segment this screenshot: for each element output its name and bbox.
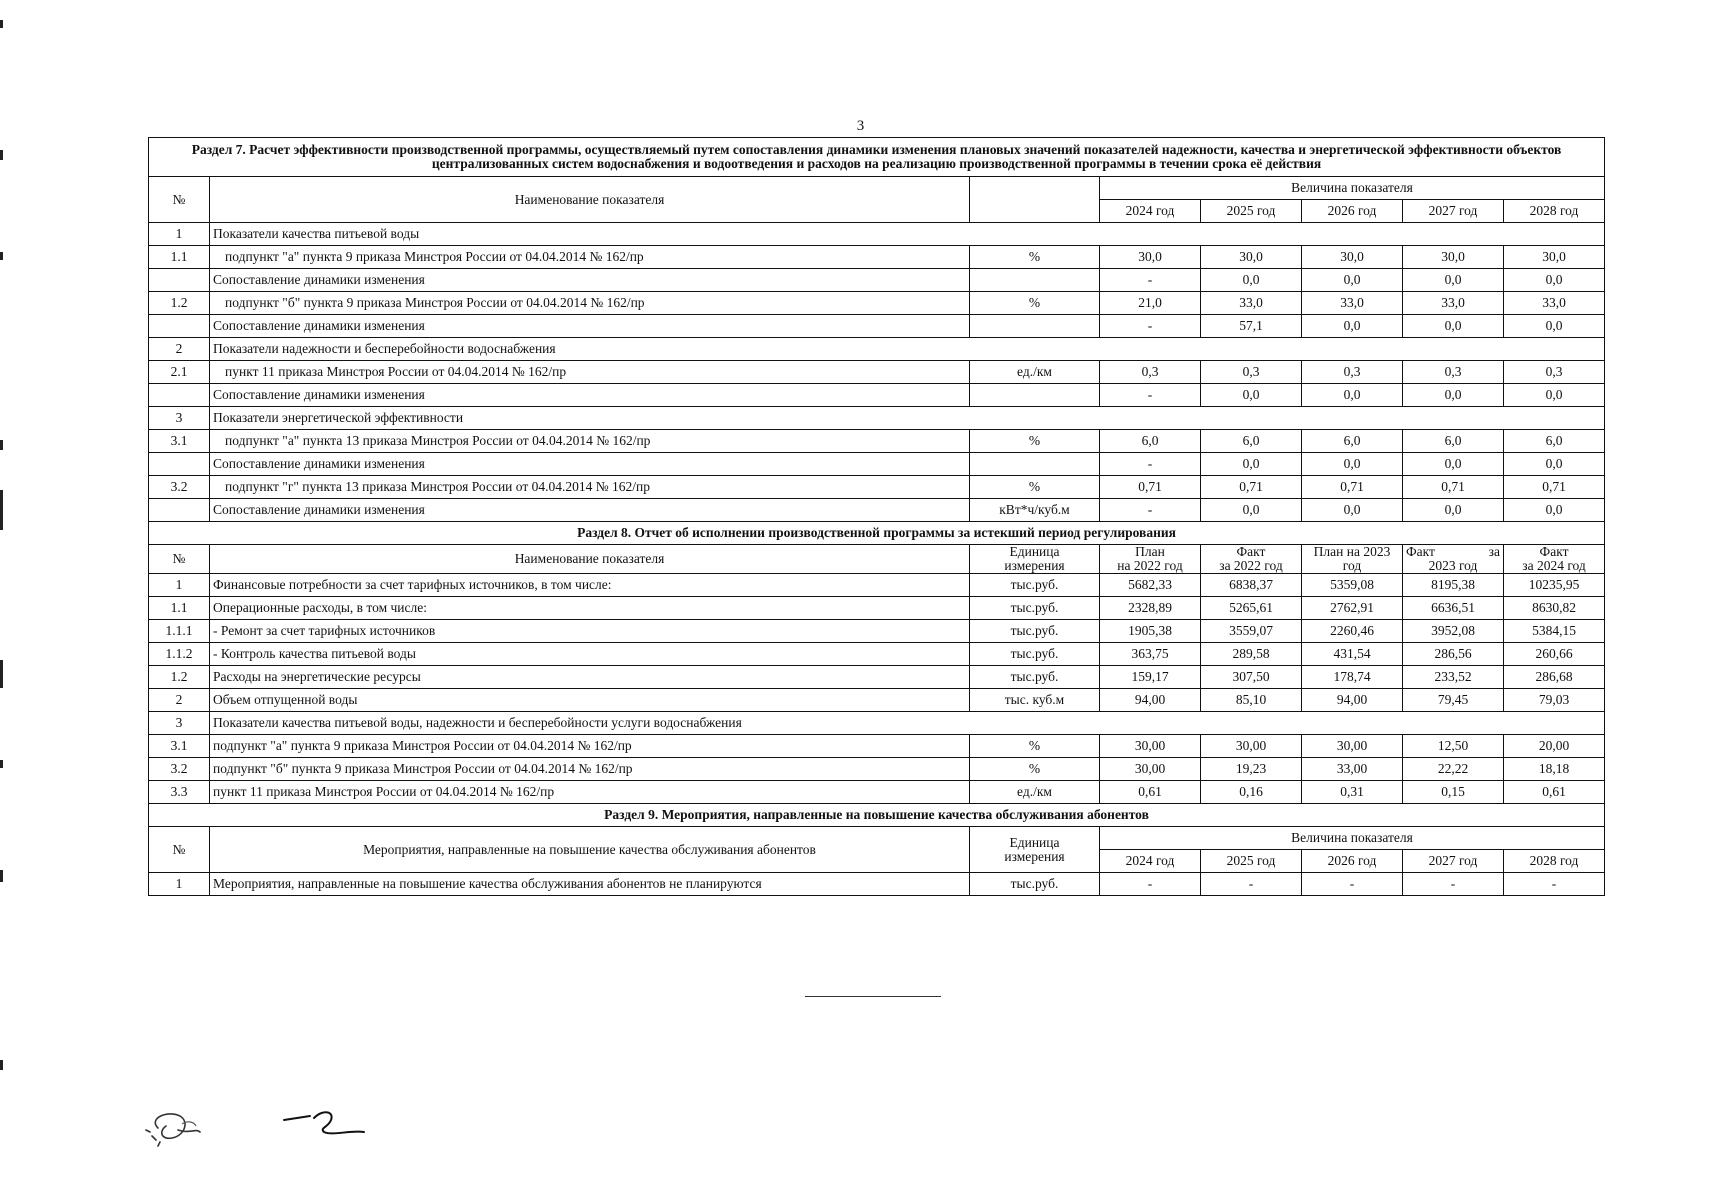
section9-header-row xyxy=(149,827,1605,850)
row-number: 2.1 xyxy=(149,361,210,384)
section8-title: Раздел 8. Отчет об исполнении производственной программы за истекший период регулирования xyxy=(149,522,1605,545)
indicator-name: Сопоставление динамики изменения xyxy=(210,384,970,407)
value-cell: 0,71 xyxy=(1403,476,1504,499)
value-cell: 159,17 xyxy=(1100,666,1201,689)
indicator-name: Объем отпущенной воды xyxy=(210,689,970,712)
value-cell: 0,0 xyxy=(1302,384,1403,407)
value-cell: 286,68 xyxy=(1504,666,1605,689)
value-cell: 6,0 xyxy=(1403,430,1504,453)
row-number: 1.1.1 xyxy=(149,620,210,643)
col-plan-2023-header xyxy=(1302,545,1403,574)
value-cell: 5384,15 xyxy=(1504,620,1605,643)
row-number: 3.1 xyxy=(149,430,210,453)
value-cell: 30,0 xyxy=(1504,246,1605,269)
value-cell: - xyxy=(1403,873,1504,896)
col-number-header: № xyxy=(149,545,210,574)
header-line-split xyxy=(1406,545,1500,559)
year-header: 2024 год xyxy=(1100,850,1201,873)
value-cell: 0,0 xyxy=(1302,453,1403,476)
value-cell: 178,74 xyxy=(1302,666,1403,689)
value-cell: 18,18 xyxy=(1504,758,1605,781)
header-line: измерения xyxy=(1004,848,1065,864)
value-cell: 307,50 xyxy=(1201,666,1302,689)
value-cell: 22,22 xyxy=(1403,758,1504,781)
value-cell: 431,54 xyxy=(1302,643,1403,666)
section8-row xyxy=(149,597,1605,620)
row-number: 1.1 xyxy=(149,246,210,269)
page-number: 3 xyxy=(856,118,865,134)
col-name-header: Мероприятия, направленные на повышение качества обслуживания абонентов xyxy=(210,827,970,873)
col-values-header: Величина показателя xyxy=(1100,177,1605,200)
section7-row xyxy=(149,292,1605,315)
value-cell: 0,71 xyxy=(1201,476,1302,499)
section8-row xyxy=(149,620,1605,643)
section7-row xyxy=(149,338,1605,361)
value-cell: 21,0 xyxy=(1100,292,1201,315)
section8-row xyxy=(149,689,1605,712)
value-cell: 0,3 xyxy=(1100,361,1201,384)
row-number: 3.1 xyxy=(149,735,210,758)
section7-row xyxy=(149,476,1605,499)
value-cell: 0,61 xyxy=(1100,781,1201,804)
section8-row xyxy=(149,735,1605,758)
header-line: за 2024 год xyxy=(1522,558,1586,573)
value-cell: 12,50 xyxy=(1403,735,1504,758)
value-cell: 33,0 xyxy=(1504,292,1605,315)
section8-row xyxy=(149,666,1605,689)
indicator-name: Сопоставление динамики изменения xyxy=(210,453,970,476)
value-cell: 30,0 xyxy=(1302,246,1403,269)
row-number: 1 xyxy=(149,873,210,896)
group-label: Показатели качества питьевой воды xyxy=(210,223,1605,246)
value-cell: 0,0 xyxy=(1201,384,1302,407)
indicator-name: подпункт "б" пункта 9 приказа Минстроя России от 04.04.2014 № 162/пр xyxy=(210,292,970,315)
row-number xyxy=(149,269,210,292)
year-header: 2025 год xyxy=(1201,850,1302,873)
value-cell: - xyxy=(1201,873,1302,896)
header-line: за 2022 год xyxy=(1219,558,1283,573)
year-header: 2027 год xyxy=(1403,850,1504,873)
year-header: 2026 год xyxy=(1302,200,1403,223)
unit-cell xyxy=(970,315,1100,338)
value-cell: 0,3 xyxy=(1403,361,1504,384)
header-line: План xyxy=(1135,544,1165,559)
section7-row xyxy=(149,269,1605,292)
row-number: 2 xyxy=(149,338,210,361)
value-cell: 0,71 xyxy=(1504,476,1605,499)
row-number: 2 xyxy=(149,689,210,712)
end-rule xyxy=(805,996,941,997)
unit-cell: кВт*ч/куб.м xyxy=(970,499,1100,522)
header-line: Единица xyxy=(1009,834,1060,850)
value-cell: 233,52 xyxy=(1403,666,1504,689)
indicator-name: пункт 11 приказа Минстроя России от 04.04.2014 № 162/пр xyxy=(210,781,970,804)
value-cell: 6,0 xyxy=(1302,430,1403,453)
header-line: на 2022 год xyxy=(1117,558,1183,573)
value-cell: 19,23 xyxy=(1201,758,1302,781)
value-cell: 286,56 xyxy=(1403,643,1504,666)
indicator-name: подпункт "а" пункта 9 приказа Минстроя России от 04.04.2014 № 162/пр xyxy=(210,735,970,758)
year-header: 2025 год xyxy=(1201,200,1302,223)
value-cell: - xyxy=(1100,315,1201,338)
value-cell: 289,58 xyxy=(1201,643,1302,666)
section9-title: Раздел 9. Мероприятия, направленные на повышение качества обслуживания абонентов xyxy=(149,804,1605,827)
value-cell: 33,00 xyxy=(1302,758,1403,781)
indicator-name: - Ремонт за счет тарифных источников xyxy=(210,620,970,643)
unit-cell xyxy=(970,269,1100,292)
value-cell: 2260,46 xyxy=(1302,620,1403,643)
section9-row xyxy=(149,873,1605,896)
indicator-name: Мероприятия, направленные на повышение качества обслуживания абонентов не планируются xyxy=(210,873,970,896)
col-plan-2022-header xyxy=(1100,545,1201,574)
row-number: 3 xyxy=(149,712,210,735)
value-cell: 0,16 xyxy=(1201,781,1302,804)
group-label: Показатели качества питьевой воды, надежности и бесперебойности услуги водоснабжения xyxy=(210,712,1605,735)
value-cell: 30,00 xyxy=(1100,758,1201,781)
indicator-name: подпункт "г" пункта 13 приказа Минстроя России от 04.04.2014 № 162/пр xyxy=(210,476,970,499)
unit-cell: тыс.руб. xyxy=(970,597,1100,620)
section8-row xyxy=(149,758,1605,781)
section7-title: Раздел 7. Расчет эффективности производственной программы, осуществляемый путем сопоставления динамики изменения плановых значений показателей надежности, качества и энергетической эффективности объектов централизованных систем водоснабжения и водоотведения и расходов на реализацию производственной программы в течении срока её действия xyxy=(149,138,1605,177)
value-cell: 0,31 xyxy=(1302,781,1403,804)
col-unit-header xyxy=(970,545,1100,574)
section7-row xyxy=(149,453,1605,476)
value-cell: 0,3 xyxy=(1201,361,1302,384)
year-header: 2028 год xyxy=(1504,200,1605,223)
row-number: 3.3 xyxy=(149,781,210,804)
value-cell: 10235,95 xyxy=(1504,574,1605,597)
row-number: 3 xyxy=(149,407,210,430)
signature xyxy=(280,1098,390,1148)
value-cell: 57,1 xyxy=(1201,315,1302,338)
value-cell: 0,3 xyxy=(1302,361,1403,384)
header-line: Факт xyxy=(1539,544,1569,559)
header-line: измерения xyxy=(1004,558,1065,573)
value-cell: - xyxy=(1100,269,1201,292)
col-number-header: № xyxy=(149,177,210,223)
value-cell: 0,0 xyxy=(1403,269,1504,292)
group-label: Показатели надежности и бесперебойности водоснабжения xyxy=(210,338,1605,361)
indicator-name: Операционные расходы, в том числе: xyxy=(210,597,970,620)
col-name-header: Наименование показателя xyxy=(210,177,970,223)
section8-row xyxy=(149,574,1605,597)
value-cell: 0,0 xyxy=(1403,453,1504,476)
row-number: 1 xyxy=(149,574,210,597)
value-cell: - xyxy=(1100,499,1201,522)
unit-cell: % xyxy=(970,758,1100,781)
value-cell: 0,0 xyxy=(1302,499,1403,522)
value-cell: 0,0 xyxy=(1504,499,1605,522)
value-cell: 0,0 xyxy=(1302,269,1403,292)
indicator-name: - Контроль качества питьевой воды xyxy=(210,643,970,666)
value-cell: 0,3 xyxy=(1504,361,1605,384)
col-unit-header xyxy=(970,177,1100,223)
value-cell: 30,0 xyxy=(1201,246,1302,269)
col-number-header: № xyxy=(149,827,210,873)
indicator-name: Сопоставление динамики изменения xyxy=(210,499,970,522)
section7-row xyxy=(149,499,1605,522)
value-cell: 79,03 xyxy=(1504,689,1605,712)
value-cell: 5359,08 xyxy=(1302,574,1403,597)
section7-row xyxy=(149,384,1605,407)
unit-cell: ед./км xyxy=(970,781,1100,804)
unit-cell xyxy=(970,453,1100,476)
unit-cell: ед./км xyxy=(970,361,1100,384)
row-number: 1 xyxy=(149,223,210,246)
value-cell: 0,0 xyxy=(1201,499,1302,522)
value-cell: 94,00 xyxy=(1302,689,1403,712)
unit-cell: тыс. куб.м xyxy=(970,689,1100,712)
value-cell: - xyxy=(1504,873,1605,896)
year-header: 2026 год xyxy=(1302,850,1403,873)
header-line: План на 2023 xyxy=(1313,544,1391,559)
value-cell: 1905,38 xyxy=(1100,620,1201,643)
section7-row xyxy=(149,223,1605,246)
row-number: 1.1 xyxy=(149,597,210,620)
value-cell: 0,0 xyxy=(1504,269,1605,292)
col-fact-2023-header xyxy=(1403,545,1504,574)
col-fact-2022-header xyxy=(1201,545,1302,574)
value-cell: - xyxy=(1100,873,1201,896)
unit-cell: % xyxy=(970,430,1100,453)
row-number: 1.2 xyxy=(149,292,210,315)
value-cell: 0,61 xyxy=(1504,781,1605,804)
col-unit-header xyxy=(970,827,1100,873)
section7-row xyxy=(149,246,1605,269)
value-cell: 30,00 xyxy=(1302,735,1403,758)
row-number xyxy=(149,384,210,407)
col-values-header: Величина показателя xyxy=(1100,827,1605,850)
value-cell: - xyxy=(1302,873,1403,896)
section8-row xyxy=(149,643,1605,666)
indicator-name: Финансовые потребности за счет тарифных источников, в том числе: xyxy=(210,574,970,597)
value-cell: 30,00 xyxy=(1100,735,1201,758)
value-cell: - xyxy=(1100,453,1201,476)
section8-header-row xyxy=(149,545,1605,574)
row-number xyxy=(149,499,210,522)
unit-cell: тыс.руб. xyxy=(970,873,1100,896)
row-number: 1.1.2 xyxy=(149,643,210,666)
value-cell: 3952,08 xyxy=(1403,620,1504,643)
value-cell: 30,0 xyxy=(1100,246,1201,269)
value-cell: 6838,37 xyxy=(1201,574,1302,597)
indicator-name: подпункт "а" пункта 13 приказа Минстроя России от 04.04.2014 № 162/пр xyxy=(210,430,970,453)
row-number xyxy=(149,453,210,476)
value-cell: 260,66 xyxy=(1504,643,1605,666)
unit-cell: % xyxy=(970,292,1100,315)
value-cell: 0,0 xyxy=(1201,453,1302,476)
unit-cell: тыс.руб. xyxy=(970,666,1100,689)
header-line: Единица xyxy=(1009,544,1060,559)
value-cell: 94,00 xyxy=(1100,689,1201,712)
unit-cell: тыс.руб. xyxy=(970,574,1100,597)
value-cell: 79,45 xyxy=(1403,689,1504,712)
section7-row xyxy=(149,315,1605,338)
row-number xyxy=(149,315,210,338)
value-cell: 0,0 xyxy=(1504,384,1605,407)
section7-row xyxy=(149,430,1605,453)
scan-left-edge-marks xyxy=(0,0,3,1200)
indicator-name: Расходы на энергетические ресурсы xyxy=(210,666,970,689)
value-cell: 8195,38 xyxy=(1403,574,1504,597)
value-cell: 0,0 xyxy=(1403,499,1504,522)
section7-title-row xyxy=(149,138,1605,177)
value-cell: 0,0 xyxy=(1201,269,1302,292)
unit-cell xyxy=(970,384,1100,407)
section8-row xyxy=(149,781,1605,804)
value-cell: 2762,91 xyxy=(1302,597,1403,620)
value-cell: 5265,61 xyxy=(1201,597,1302,620)
value-cell: 2328,89 xyxy=(1100,597,1201,620)
value-cell: 0,0 xyxy=(1302,315,1403,338)
value-cell: 0,71 xyxy=(1302,476,1403,499)
row-number: 3.2 xyxy=(149,476,210,499)
year-header: 2024 год xyxy=(1100,200,1201,223)
year-header: 2027 год xyxy=(1403,200,1504,223)
section8-title-row xyxy=(149,522,1605,545)
value-cell: 6636,51 xyxy=(1403,597,1504,620)
header-line: Факт xyxy=(1236,544,1266,559)
value-cell: 8630,82 xyxy=(1504,597,1605,620)
value-cell: 6,0 xyxy=(1504,430,1605,453)
unit-cell: % xyxy=(970,476,1100,499)
row-number: 1.2 xyxy=(149,666,210,689)
unit-cell: % xyxy=(970,246,1100,269)
section8-row xyxy=(149,712,1605,735)
group-label: Показатели энергетической эффективности xyxy=(210,407,1605,430)
indicator-name: Сопоставление динамики изменения xyxy=(210,315,970,338)
value-cell: 0,0 xyxy=(1403,384,1504,407)
value-cell: 0,0 xyxy=(1504,315,1605,338)
value-cell: 5682,33 xyxy=(1100,574,1201,597)
value-cell: 0,15 xyxy=(1403,781,1504,804)
indicator-name: Сопоставление динамики изменения xyxy=(210,269,970,292)
indicator-name: подпункт "а" пункта 9 приказа Минстроя России от 04.04.2014 № 162/пр xyxy=(210,246,970,269)
value-cell: 33,0 xyxy=(1302,292,1403,315)
indicator-name: подпункт "б" пункта 9 приказа Минстроя России от 04.04.2014 № 162/пр xyxy=(210,758,970,781)
value-cell: 363,75 xyxy=(1100,643,1201,666)
header-word: за xyxy=(1488,544,1500,559)
section7-header-row xyxy=(149,177,1605,200)
header-line: год xyxy=(1342,558,1362,573)
year-header: 2028 год xyxy=(1504,850,1605,873)
value-cell: 3559,07 xyxy=(1201,620,1302,643)
value-cell: 6,0 xyxy=(1201,430,1302,453)
col-fact-2024-header xyxy=(1504,545,1605,574)
header-line: 2023 год xyxy=(1428,558,1478,573)
value-cell: 30,00 xyxy=(1201,735,1302,758)
unit-cell: тыс.руб. xyxy=(970,620,1100,643)
section7-row xyxy=(149,407,1605,430)
value-cell: 20,00 xyxy=(1504,735,1605,758)
value-cell: 30,0 xyxy=(1403,246,1504,269)
section9-title-row xyxy=(149,804,1605,827)
value-cell: 85,10 xyxy=(1201,689,1302,712)
signature-stamp xyxy=(138,1100,258,1160)
value-cell: 0,71 xyxy=(1100,476,1201,499)
row-number: 3.2 xyxy=(149,758,210,781)
unit-cell: тыс.руб. xyxy=(970,643,1100,666)
indicator-name: пункт 11 приказа Минстроя России от 04.04.2014 № 162/пр xyxy=(210,361,970,384)
value-cell: 33,0 xyxy=(1403,292,1504,315)
value-cell: 0,0 xyxy=(1504,453,1605,476)
value-cell: - xyxy=(1100,384,1201,407)
unit-cell: % xyxy=(970,735,1100,758)
value-cell: 33,0 xyxy=(1201,292,1302,315)
section7-row xyxy=(149,361,1605,384)
report-table xyxy=(148,137,1605,896)
header-word: Факт xyxy=(1406,544,1435,559)
col-name-header: Наименование показателя xyxy=(210,545,970,574)
value-cell: 6,0 xyxy=(1100,430,1201,453)
value-cell: 0,0 xyxy=(1403,315,1504,338)
